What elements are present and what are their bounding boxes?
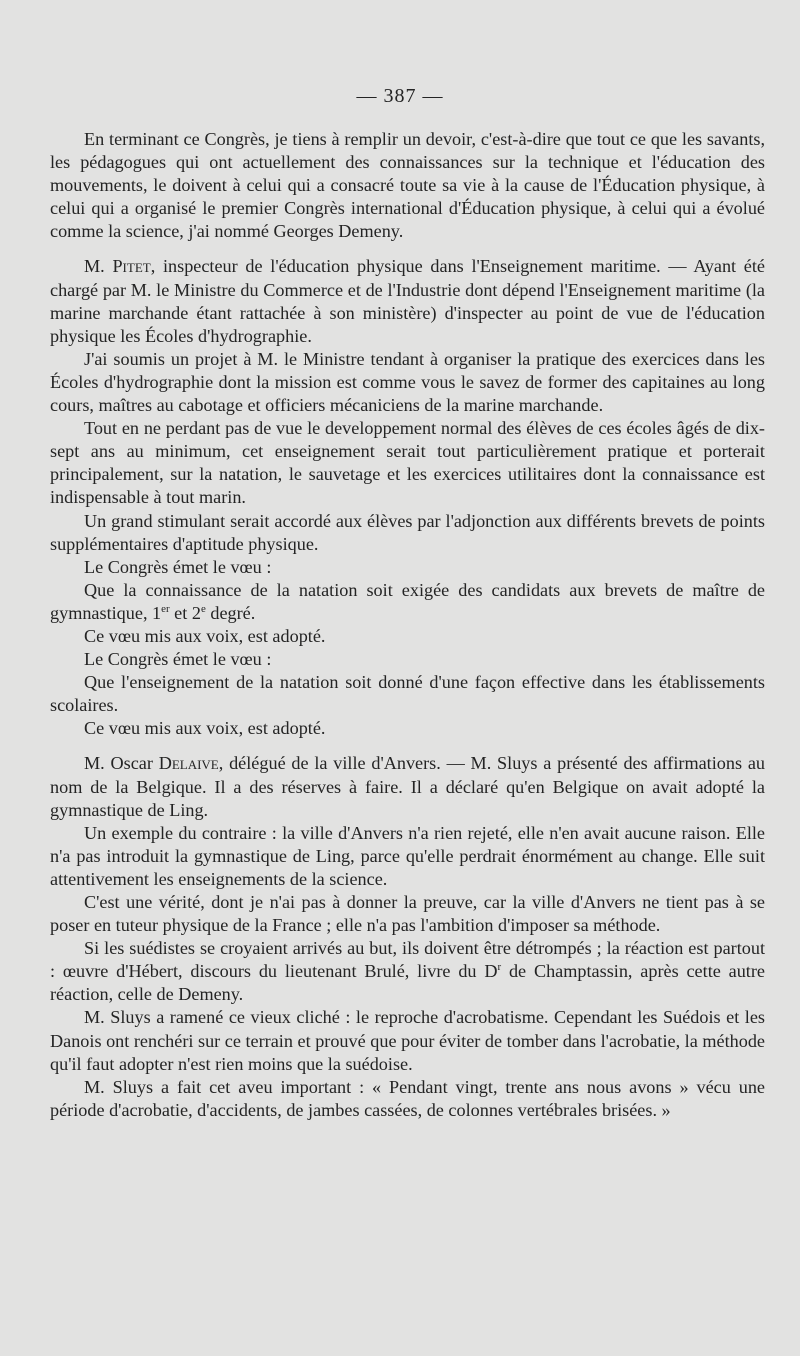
paragraph: Un exemple du contraire : la ville d'Anvers n'a rien rejeté, elle n'en avait aucune raison. Elle n'a pas introduit la gymnastique de Ling, parce qu'elle perdrait énormément au change. Elle suit attentivement les enseignements de la science. bbox=[50, 822, 765, 889]
paragraph: Tout en ne perdant pas de vue le developpement normal des élèves de ces écoles âgés de dix-sept ans au minimum, cet enseignement serait tout particulièrement pratique et porterait principalement, sur la natation, le sauvetage et les exercices utilitaires dont la connaissance est indispensable à tout marin. bbox=[50, 418, 765, 508]
paragraph: M. Sluys a fait cet aveu important : « Pendant vingt, trente ans nous avons » vécu une période d'acrobatie, d'accidents, de jambes cassées, de colonnes vertébrales brisées. » bbox=[50, 1076, 765, 1120]
body-text bbox=[50, 128, 765, 1122]
paragraph: M. Sluys a ramené ce vieux cliché : le reproche d'acrobatisme. Cependant les Suédois et les Danois ont renchéri sur ce terrain et prouvé que pour éviter de tomber dans l'acrobatie, la méthode qu'il faut adopter n'est rien moins que la suédoise. bbox=[50, 1007, 765, 1074]
speaker-name: Pitet bbox=[112, 256, 151, 277]
paragraph: Que la connaissance de la natation soit exigée des candidats aux brevets de maître de gymnastique, 1er et 2e degré. bbox=[50, 579, 765, 623]
paragraph-speaker-pitet: M. Pitet, inspecteur de l'éducation physique dans l'Enseignement maritime. — Ayant été chargé par M. le Ministre du Commerce et de l'Industrie dont dépend l'Enseignement maritime (la marine marchande étant rattachée à son ministère) d'inspecter au point de vue de l'éducation physique les Écoles d'hydrographie. bbox=[50, 256, 766, 346]
paragraph: C'est une vérité, dont je n'ai pas à donner la preuve, car la ville d'Anvers ne tient pas à se poser en tuteur physique de la France ; elle n'a pas l'ambition d'imposer sa méthode. bbox=[50, 892, 765, 936]
paragraph: Ce vœu mis aux voix, est adopté. bbox=[84, 625, 326, 646]
paragraph: Le Congrès émet le vœu : bbox=[84, 556, 272, 577]
speaker-name: Delaive bbox=[158, 753, 219, 774]
paragraph: En terminant ce Congrès, je tiens à remplir un devoir, c'est-à-dire que tout ce que les savants, les pédagogues qui ont actuellement des connaissances sur la technique et l'éducation des mouvements, le doivent à celui qui a consacré toute sa vie à la cause de l'Éducation physique, à celui qui a organisé le premier Congrès international d'Éducation physique, à celui qui a évolué comme la science, j'ai nommé Georges Demeny. bbox=[50, 129, 765, 242]
paragraph: Que l'enseignement de la natation soit donné d'une façon effective dans les établissements scolaires. bbox=[50, 672, 765, 716]
paragraph: Ce vœu mis aux voix, est adopté. bbox=[84, 718, 326, 739]
page-number: — 387 — bbox=[356, 85, 444, 107]
paragraph: Le Congrès émet le vœu : bbox=[84, 649, 272, 670]
paragraph: Si les suédistes se croyaient arrivés au but, ils doivent être détrompés ; la réaction est partout : œuvre d'Hébert, discours du lieutenant Brulé, livre du $D^r$ de Champtassin, après cette autre réaction, celle de Demeny. bbox=[50, 938, 765, 1005]
paragraph-speaker-delaive: M. Oscar Delaive, délégué de la ville d'Anvers. — M. Sluys a présenté des affirmations au nom de la Belgique. Il a des réserves à faire. Il a déclaré qu'en Belgique on avait adopté la gymnastique de Ling. bbox=[50, 753, 765, 820]
paragraph: Un grand stimulant serait accordé aux élèves par l'adjonction aux différents brevets de points supplémentaires d'aptitude physique. bbox=[50, 510, 765, 554]
paragraph: J'ai soumis un projet à M. le Ministre tendant à organiser la pratique des exercices dans les Écoles d'hydrographie dont la mission est comme vous le savez de former des capitaines au long cours, maîtres au cabotage et officiers mécaniciens de la marine marchande. bbox=[50, 348, 765, 416]
